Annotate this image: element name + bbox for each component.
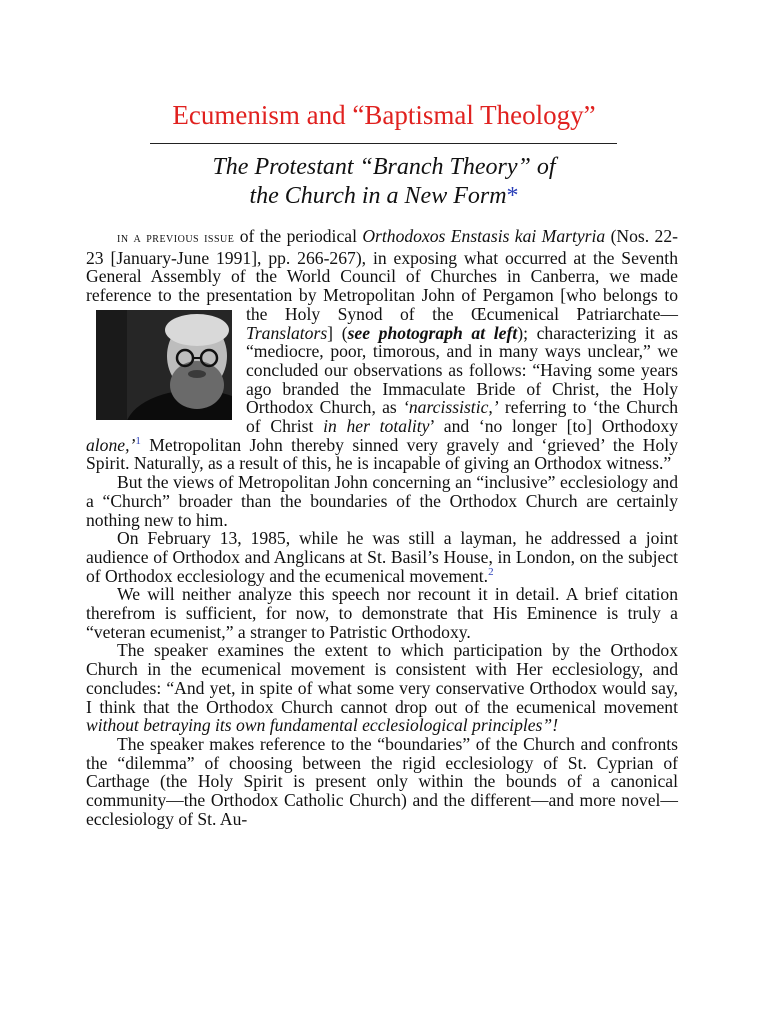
- paragraph-4: We will neither analyze this speech nor recount it in detail. A brief citation therefrom is sufficient, for now, to demonstrate that His Eminence is truly a “veteran ecumenist,” a stranger to Patristic Orthodoxy.: [86, 584, 678, 642]
- p1-text-4: ); characterizing it as “mediocre, poor, timorous, and in many ways unclear,” we concluded our observations as follows: “Having some years ago branded the Immaculate Bride of Christ, the Holy Orthodox Church, as: [246, 322, 678, 418]
- p1-text-3: ] (: [327, 322, 348, 343]
- paragraph-6: The speaker makes reference to the “boundaries” of the Church and confronts the “dilemma” of choosing between the rigid ecclesiology of St. Cyprian of Carthage (the Holy Spirit is present only within the bounds of a canonical community—the Orthodox Catholic Church) and the different—and more novel—ecclesiology of St. Au-: [86, 733, 678, 829]
- subtitle-line-2: the Church in a New Form: [249, 183, 507, 209]
- p1-italic-totality: in her totality: [323, 416, 430, 437]
- p1-text-6: ’ and ‘no longer [to] Orthodoxy: [429, 416, 679, 437]
- portrait-photo: [96, 310, 232, 420]
- paragraph-2: But the views of Metropolitan John concerning an “inclusive” ecclesiology and a “Church” broader than the boundaries of the Orthodox Church are certainly nothing new to him.: [86, 472, 678, 530]
- portrait-image: [127, 310, 232, 420]
- paragraph-3: [86, 529, 678, 585]
- article-body: [86, 227, 678, 829]
- footnote-2-link[interactable]: 2: [488, 565, 494, 578]
- title-divider: [150, 143, 617, 144]
- p1-text-5: referring to ‘the Church of Christ: [246, 397, 679, 437]
- photo-reference: see photograph at left: [347, 322, 518, 343]
- subtitle-line-1: The Protestant “Branch Theory” of: [212, 154, 556, 180]
- lead-in-small-caps: in a previous issue: [117, 231, 235, 246]
- p1-italic-narcissistic: ‘narcissistic,’: [403, 397, 499, 418]
- p3-text: On February 13, 1985, while he was still a layman, he addressed a joint audience of Orthodox and Anglicans at St. Basil’s House, in London, on the subject of Orthodox ecclesiology and the ecumenical movement.: [86, 528, 678, 586]
- p1-text-2: (Nos. 22-23 [January-June 1991], pp. 266-267), in exposing what occurred at the Seventh General Assembly of the World Council of Churches in Canberra, we made reference to the presentation by Metropolitan John of Pergamon [who belongs to the Holy Synod of the Œcumenical Patriarchate—: [86, 226, 678, 324]
- p1-text-7: Metropolitan John thereby sinned very gravely and ‘grieved’ the Holy Spirit. Naturally, as a result of this, he is incapable of giving an Orthodox witness.”: [86, 434, 678, 474]
- paragraph-1: [86, 227, 678, 473]
- footnote-1-link[interactable]: 1: [135, 434, 141, 447]
- footnote-star-link[interactable]: *: [506, 183, 519, 209]
- article-subtitle: [0, 153, 768, 211]
- paragraph-5: [86, 641, 678, 735]
- p5-text: The speaker examines the extent to which participation by the Orthodox Church in the ecumenical movement is consistent with Her ecclesiology, and concludes: “And yet, in spite of what some very conservative Orthodox would say, I think that the Orthodox Church cannot drop out of the ecumenical movement: [86, 640, 678, 717]
- periodical-title: Orthodoxos Enstasis kai Martyria: [362, 226, 606, 246]
- article-title: Ecumenism and “Baptismal Theology”: [172, 100, 596, 130]
- p1-text-1: of the periodical: [234, 226, 363, 246]
- p1-italic-alone: alone,’: [86, 434, 136, 455]
- translators-note: Translators: [246, 322, 328, 343]
- p5-italic-quote: without betraying its own fundamental ecclesiological principles”!: [86, 715, 559, 736]
